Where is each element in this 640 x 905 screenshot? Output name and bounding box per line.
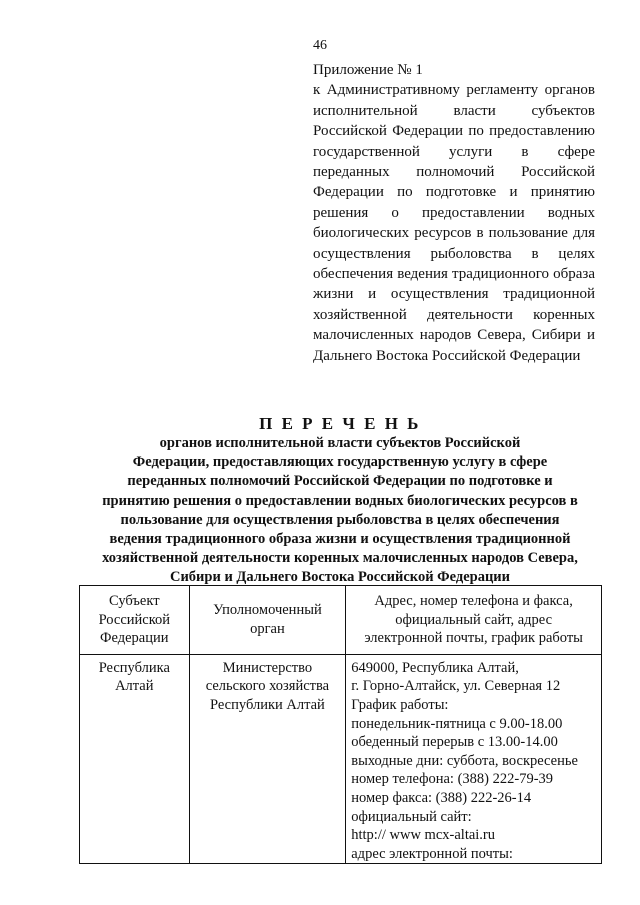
heading-line: Федерации, предоставляющих государственную услугу в сфере (132, 454, 548, 471)
heading-subtitle (80, 434, 600, 588)
header-subject: Субъект Российской Федерации (80, 586, 190, 655)
heading-line: пользование для осуществления рыболовства в целях обеспечения (120, 511, 560, 528)
table-header-row (80, 586, 602, 655)
table-row (80, 654, 602, 864)
appendix-title: Приложение № 1 (313, 62, 423, 78)
heading-line: органов исполнительной власти субъектов Российской (159, 435, 521, 451)
document-heading (80, 414, 600, 588)
page-number: 46 (313, 38, 327, 53)
cell-authority: Министерство сельского хозяйства Республики Алтай (189, 654, 346, 864)
heading-line: Сибири и Дальнего Востока Российской Федерации (169, 569, 511, 586)
appendix-block (313, 60, 595, 366)
header-authority: Уполномоченный орган (189, 586, 346, 655)
website-link[interactable]: http:// www mcx-altai.ru (351, 827, 496, 844)
appendix-body: к Административному регламенту органов исполнительной власти субъектов Российской Федерации по предоставлению государственной услуги в сфере переданных полномочий Российской Федерации по подготовке и принятию решения о предоставлении водных биологических ресурсов в пользование для осуществления рыболовства в целях обеспечения ведения традиционного образа жизни и осуществления традиционной хозяйственной деятельности коренных малочисленных народов Севера, Сибири и Дальнего Востока Российской Федерации (313, 82, 595, 364)
authorities-table (79, 585, 602, 864)
cell-subject: Республика Алтай (80, 654, 190, 864)
heading-line: принятию решения о предоставлении водных биологических ресурсов в (102, 492, 578, 509)
heading-line: переданных полномочий Российской Федерации по подготовке и (127, 473, 553, 490)
heading-title: П Е Р Е Ч Е Н Ь (259, 414, 421, 433)
heading-line: ведения традиционного образа жизни и осуществления традиционной (109, 531, 571, 548)
heading-line: хозяйственной деятельности коренных малочисленных народов Севера, (102, 550, 578, 567)
header-contacts: Адрес, номер телефона и факса, официальный сайт, адрес электронной почты, график работы (346, 586, 602, 655)
cell-contacts: 649000, Республика Алтай, г. Горно-Алтайск, ул. Северная 12 График работы: понедельник-пятница с 9.00-18.00 обеденный перерыв с 13.00-14.00 выходные дни: суббота, воскресенье номер телефона: (388) 222-79-39 номер факса: (388) 222-26-14 официальный сайт: http:// www mcx-altai.ru адрес электронной почты: (346, 654, 602, 864)
